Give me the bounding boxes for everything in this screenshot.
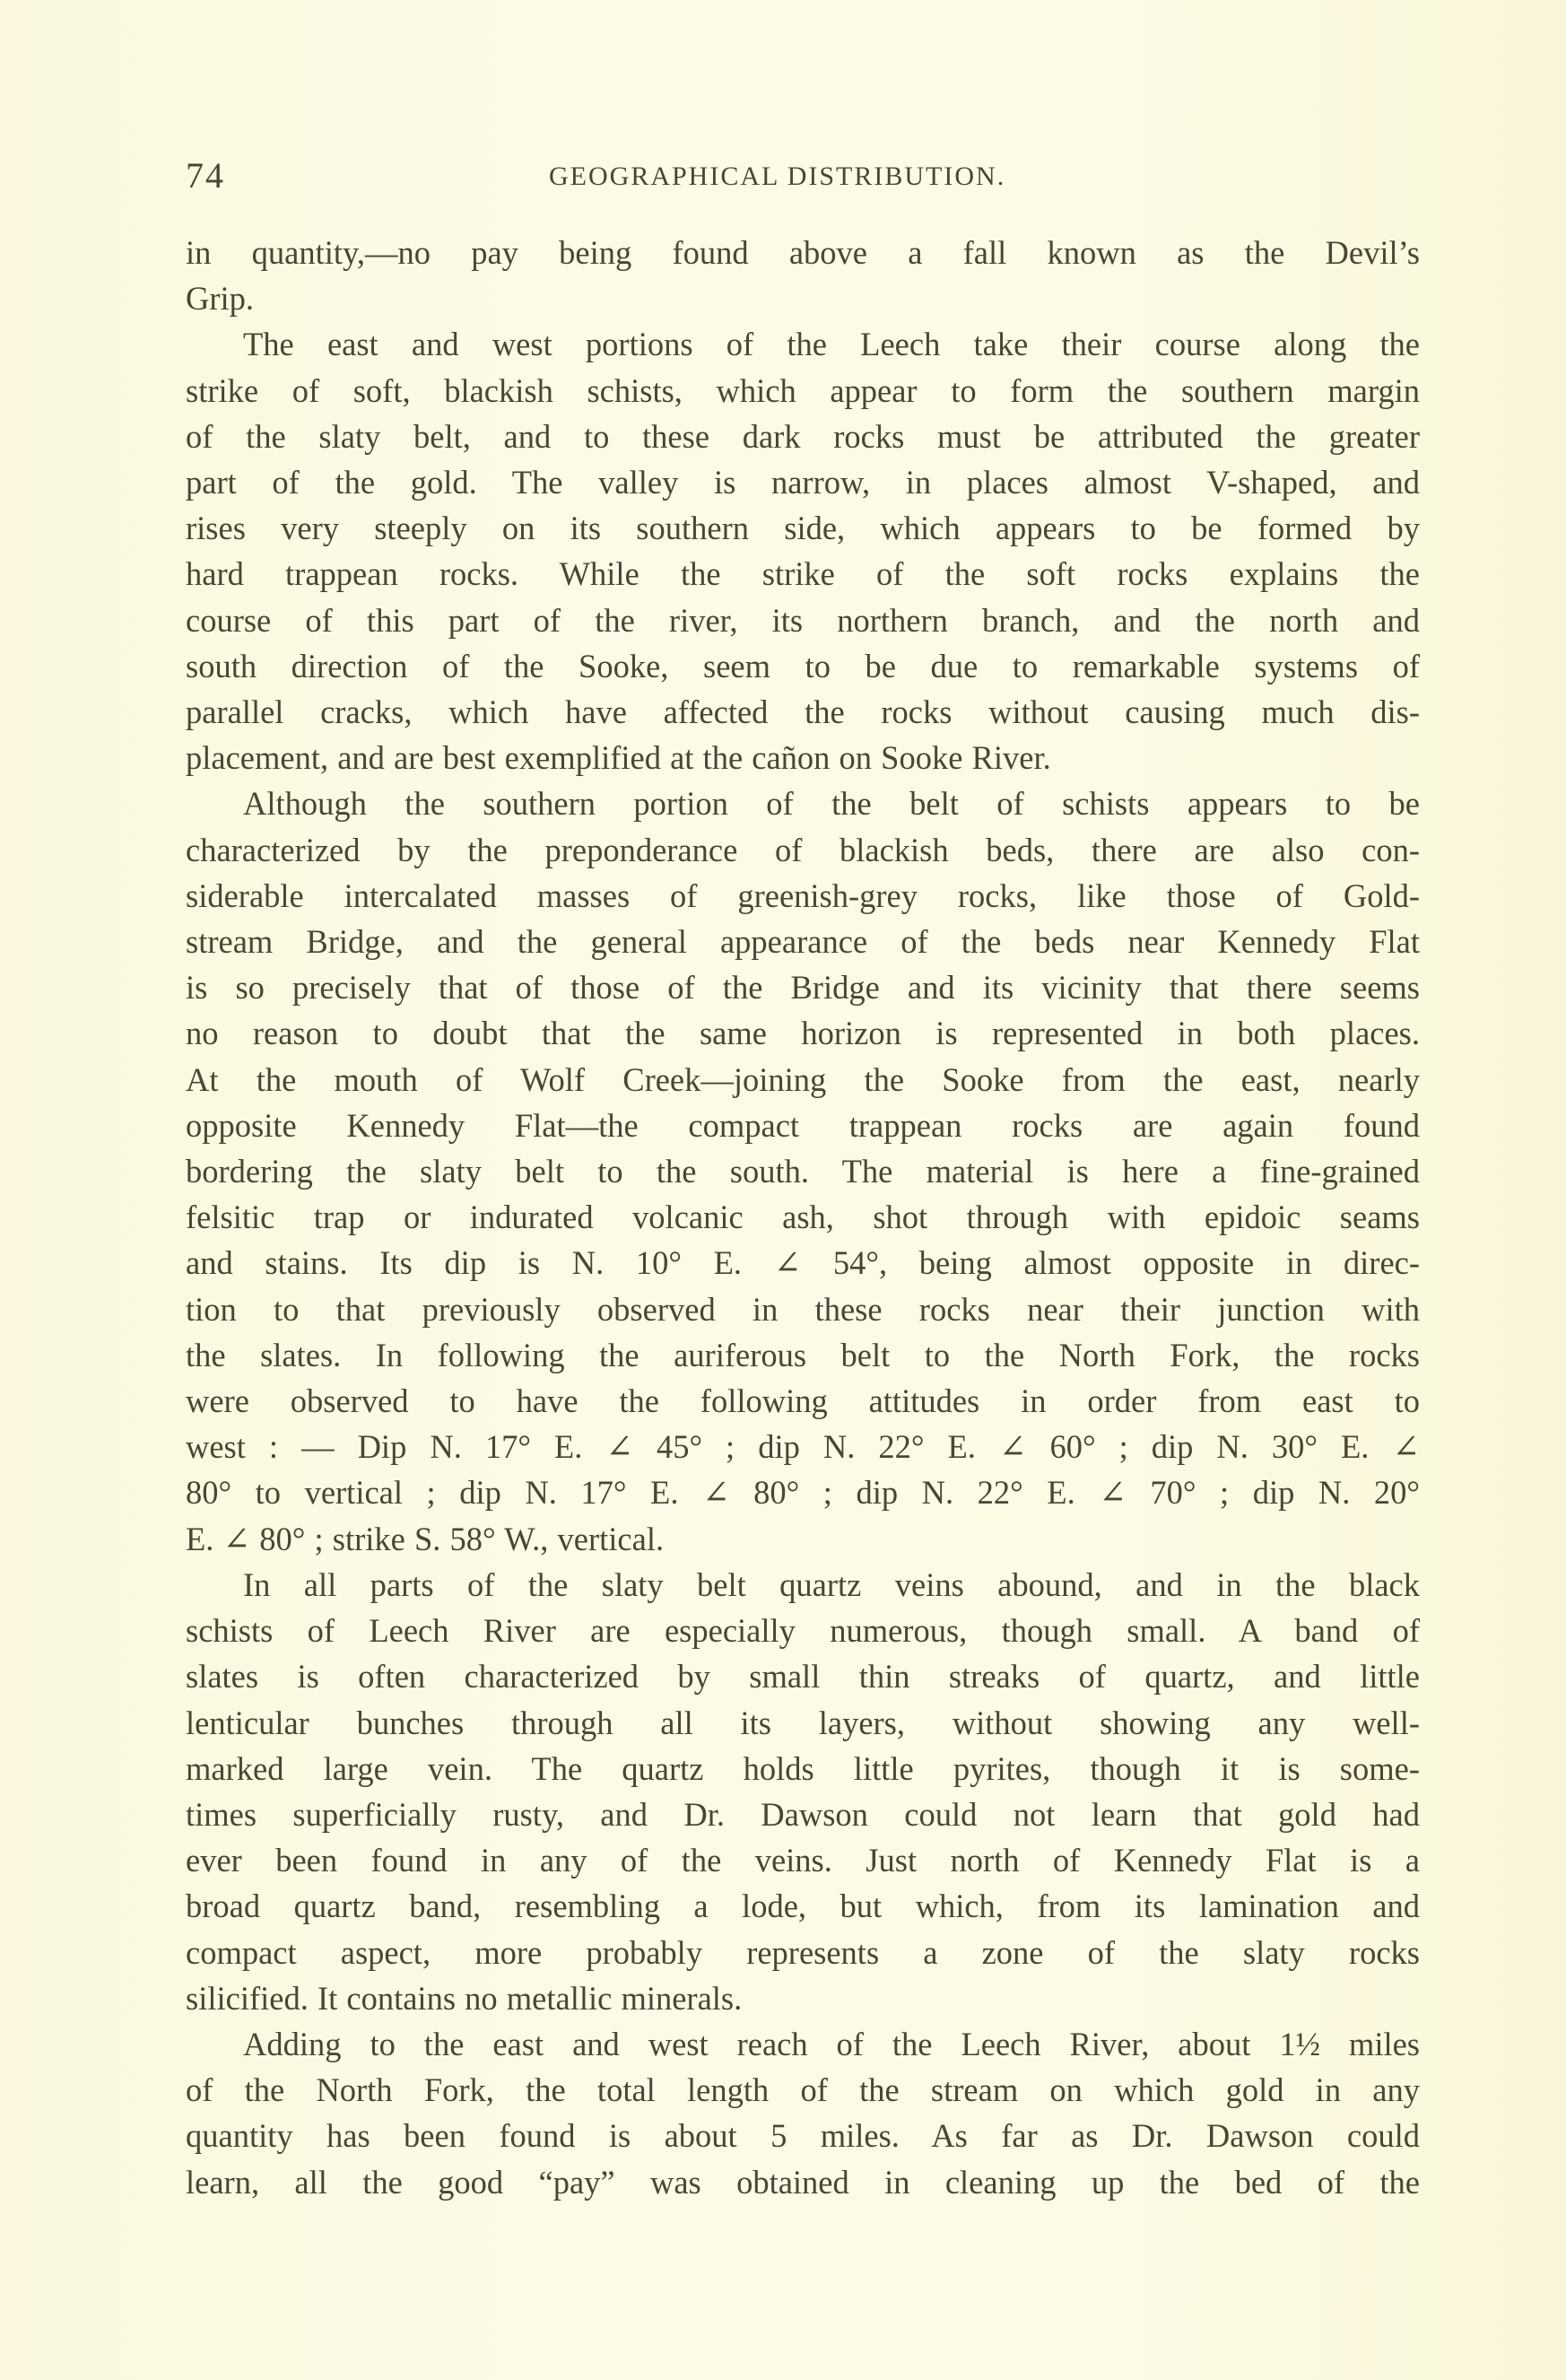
text-line: placement, and are best exemplified at the cañon on Sooke River. [186, 739, 1051, 777]
paragraph [186, 780, 1420, 1561]
text-line: rises very steeply on its southern side, which appears to be formed by [186, 510, 1420, 547]
text-line: strike of soft, blackish schists, which appear to form the southern margin [186, 371, 1420, 409]
book-page [186, 135, 1420, 2205]
text-line: learn, all the good “pay” was obtained in cleaning up the bed of the [186, 2163, 1420, 2201]
text-line: stream Bridge, and the general appearance of the beds near Kennedy Flat [186, 923, 1420, 961]
text-line: parallel cracks, which have affected the rocks without causing much dis- [186, 693, 1420, 731]
text-line: 80° to vertical ; dip N. 17° E. ∠ 80° ; dip N. 22° E. ∠ 70° ; dip N. 20° [186, 1474, 1420, 1512]
text-line: siderable intercalated masses of greenish-grey rocks, like those of Gold- [186, 876, 1420, 914]
text-line: characterized by the preponderance of blackish beds, there are also con- [186, 831, 1420, 868]
text-line: no reason to doubt that the same horizon is represented in both places. [186, 1015, 1420, 1052]
text-line: ever been found in any of the veins. Just north of Kennedy Flat is a [186, 1842, 1420, 1879]
page-number: 74 [186, 155, 225, 196]
text-line: Grip. [186, 280, 255, 318]
text-line: part of the gold. The valley is narrow, in places almost V-shaped, and [186, 464, 1420, 501]
text-line: At the mouth of Wolf Creek—joining the Sooke from the east, nearly [186, 1060, 1420, 1098]
body-text [186, 230, 1420, 2205]
text-line: In all parts of the slaty belt quartz veins abound, and in the black [243, 1565, 1420, 1603]
text-line: E. ∠ 80° ; strike S. 58° W., vertical. [186, 1520, 665, 1557]
text-line: slates is often characterized by small thin streaks of quartz, and little [186, 1658, 1420, 1696]
text-line: were observed to have the following attitudes in order from east to [186, 1382, 1420, 1420]
text-line: the slates. In following the auriferous belt to the North Fork, the rocks [186, 1336, 1420, 1373]
text-line: is so precisely that of those of the Bridge and its vicinity that there seems [186, 969, 1420, 1007]
text-line: opposite Kennedy Flat—the compact trappean rocks are again found [186, 1106, 1420, 1144]
text-line: schists of Leech River are especially numerous, though small. A band of [186, 1612, 1420, 1650]
text-line: felsitic trap or indurated volcanic ash, shot through with epidoic seams [186, 1199, 1420, 1236]
text-line: The east and west portions of the Leech take their course along the [243, 326, 1420, 363]
text-line: west : — Dip N. 17° E. ∠ 45° ; dip N. 22° E. ∠ 60° ; dip N. 30° E. ∠ [186, 1428, 1420, 1466]
text-line: quantity has been found is about 5 miles. As far as Dr. Dawson could [186, 2117, 1420, 2155]
text-line: Adding to the east and west reach of the Leech River, about 1½ miles [243, 2025, 1420, 2062]
text-line: tion to that previously observed in these rocks near their junction with [186, 1290, 1420, 1328]
text-line: silicified. It contains no metallic minerals. [186, 1979, 743, 2017]
text-line: broad quartz band, resembling a lode, but which, from its lamination and [186, 1887, 1420, 1925]
paragraph [186, 321, 1420, 780]
text-line: marked large vein. The quartz holds little pyrites, though it is some- [186, 1749, 1420, 1787]
running-head [186, 135, 1420, 197]
text-line: of the slaty belt, and to these dark rocks must be attributed the greater [186, 417, 1420, 455]
paragraph [186, 1562, 1420, 2021]
text-line: lenticular bunches through all its layers, without showing any well- [186, 1704, 1420, 1741]
text-line: south direction of the Sooke, seem to be due to remarkable systems of [186, 647, 1420, 684]
running-head-title: GEOGRAPHICAL DISTRIBUTION. [549, 161, 1006, 191]
text-line: times superficially rusty, and Dr. Dawson could not learn that gold had [186, 1795, 1420, 1833]
text-line: bordering the slaty belt to the south. The material is here a fine-grained [186, 1153, 1420, 1190]
text-line: in quantity,—no pay being found above a fall known as the Devil’s [186, 234, 1420, 271]
paragraph [186, 2021, 1420, 2205]
text-line: course of this part of the river, its northern branch, and the north and [186, 601, 1420, 639]
paragraph [186, 230, 1420, 321]
text-line: hard trappean rocks. While the strike of the soft rocks explains the [186, 555, 1420, 593]
text-line: and stains. Its dip is N. 10° E. ∠ 54°, being almost opposite in direc- [186, 1244, 1420, 1282]
text-line: compact aspect, more probably represents a zone of the slaty rocks [186, 1933, 1420, 1971]
text-line: Although the southern portion of the belt of schists appears to be [243, 785, 1420, 823]
text-line: of the North Fork, the total length of the stream on which gold in any [186, 2071, 1420, 2109]
